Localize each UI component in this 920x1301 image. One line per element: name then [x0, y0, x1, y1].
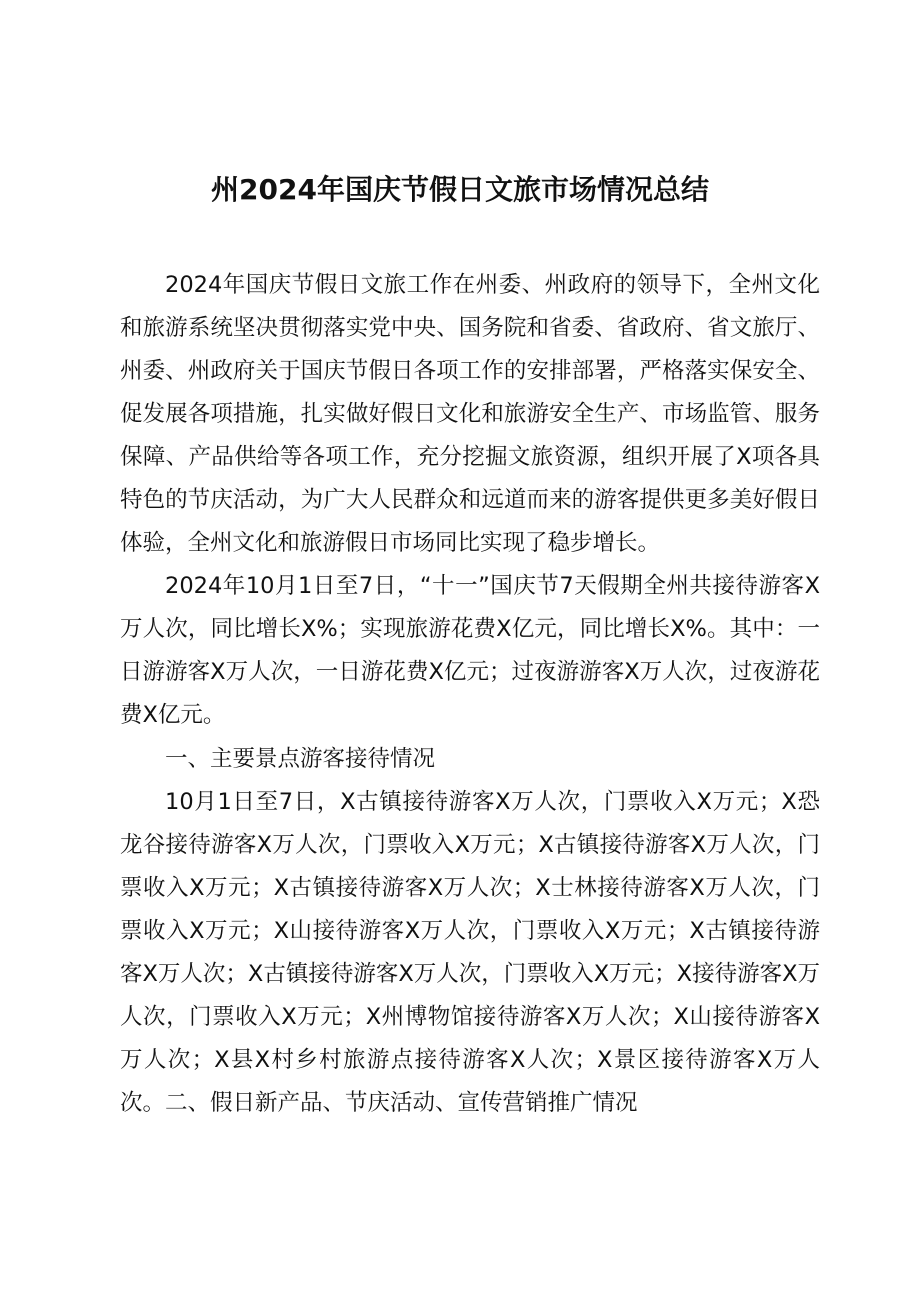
scenic-paragraph: 10月1日至7日，X古镇接待游客X万人次，门票收入X万元；X恐龙谷接待游客X万人次，门票收入X万元；X古镇接待游客X万人次，门票收入X万元；X古镇接待游客X万人次；X士林接待游客X万人次，门票收入X万元；X山接待游客X万人次，门票收入X万元；X古镇接待游客X万人次；X古镇接待游客X万人次，门票收入X万元；X接待游客X万人次，门票收入X万元；X州博物馆接待游客X万人次；X山接待游客X万人次；X县X村乡村旅游点接待游客X人次；X景区接待游客X万人次。	[120, 789, 820, 1116]
intro-paragraph: 2024年国庆节假日文旅工作在州委、州政府的领导下，全州文化和旅游系统坚决贯彻落实党中央、国务院和省委、省政府、省文旅厅、州委、州政府关于国庆节假日各项工作的安排部署，严格落实保安全、促发展各项措施，扎实做好假日文化和旅游安全生产、市场监管、服务保障、产品供给等各项工作，充分挖掘文旅资源，组织开展了X项各具特色的节庆活动，为广大人民群众和远道而来的游客提供更多美好假日体验，全州文化和旅游假日市场同比实现了稳步增长。	[120, 272, 820, 556]
section-heading-2: 二、假日新产品、节庆活动、宣传营销推广情况	[165, 1090, 638, 1116]
section-heading-1: 一、主要景点游客接待情况	[165, 746, 436, 772]
document-title: 州2024年国庆节假日文旅市场情况总结	[211, 173, 709, 206]
summary-paragraph: 2024年10月1日至7日，“十一”国庆节7天假期全州共接待游客X万人次，同比增长X%；实现旅游花费X亿元，同比增长X%。其中：一日游游客X万人次，一日游花费X亿元；过夜游游客X万人次，过夜游花费X亿元。	[120, 573, 820, 728]
